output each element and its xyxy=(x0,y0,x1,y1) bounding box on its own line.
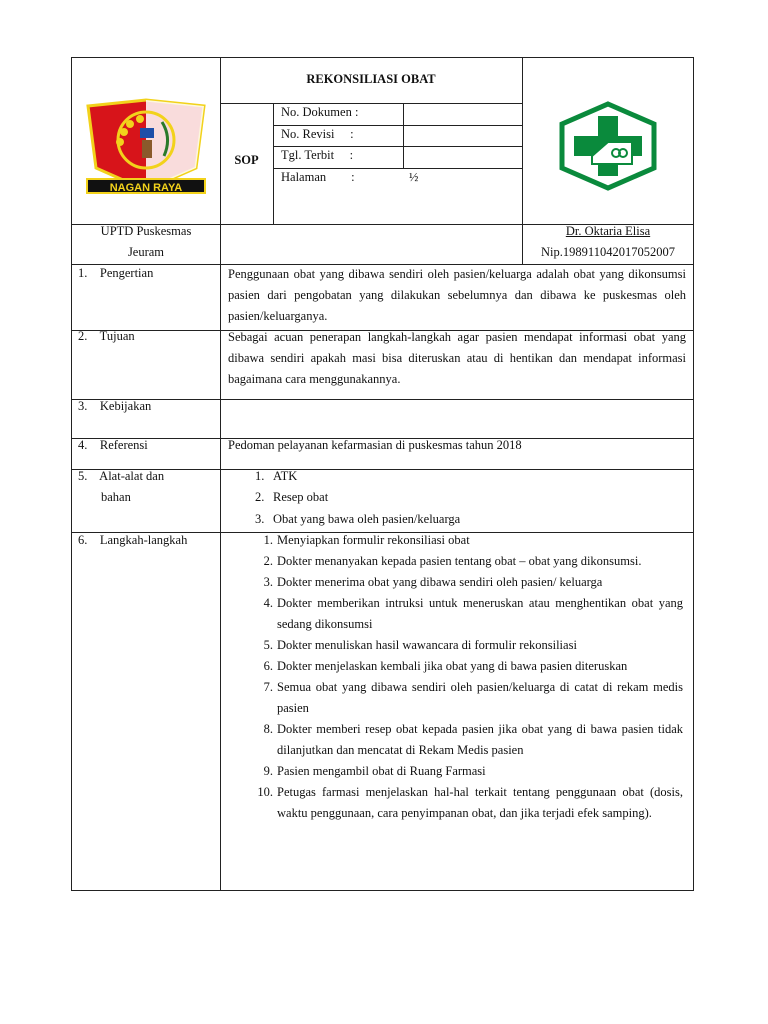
list-item xyxy=(263,719,683,761)
puskesmas-cross-icon xyxy=(556,100,660,192)
step-text: Menyiapkan formulir rekonsiliasi obat xyxy=(277,533,470,547)
step-text: Dokter memberikan intruksi untuk meneruskan atau menghentikan obat yang sedang dikonsumsi xyxy=(277,596,683,631)
alat-item: Resep obat xyxy=(273,490,329,504)
step-number: 8. xyxy=(263,722,273,736)
document-title: REKONSILIASI OBAT xyxy=(306,72,436,86)
list-item xyxy=(263,530,683,551)
list-item xyxy=(263,761,683,782)
alat-item-num: 3. xyxy=(255,512,265,526)
step-number: 10. xyxy=(257,785,273,799)
step-text: Dokter menanyakan kepada pasien tentang obat – obat yang dikonsumsi. xyxy=(277,554,642,568)
doc-number-label: No. Dokumen : xyxy=(281,105,359,119)
page-value: ½ xyxy=(409,170,419,184)
section-label-alat-line2: bahan xyxy=(101,490,131,504)
page-label: Halaman : xyxy=(281,170,355,184)
list-item xyxy=(263,677,683,719)
step-text: Pasien mengambil obat di Ruang Farmasi xyxy=(277,764,486,778)
list-item xyxy=(257,782,683,824)
section-text-pengertian: Penggunaan obat yang dibawa sendiri oleh pasien/keluarga adalah obat yang dikonsumsi pasien dari pengobatan yang dilakukan sebelumnya dan dibawa ke puskesmas oleh pasien/keluarganya. xyxy=(228,267,686,323)
step-text: Semua obat yang dibawa sendiri oleh pasien/keluarga di catat di rekam medis pasien xyxy=(277,680,683,715)
puskesmas-logo xyxy=(556,100,660,192)
list-item xyxy=(263,635,683,656)
list-item xyxy=(263,656,683,677)
section-label-pengertian: 1. Pengertian xyxy=(78,266,154,280)
sop-label: SOP xyxy=(234,153,259,167)
step-text: Petugas farmasi menjelaskan hal-hal terkait tentang penggunaan obat (dosis, waktu penggunaan, cara penyimpanan obat, dan jika terjadi efek samping). xyxy=(277,785,683,820)
section-text-tujuan: Sebagai acuan penerapan langkah-langkah agar pasien mendapat informasi obat yang dibawa sendiri apakah masi bisa diteruskan atau di hentikan dan mendapat informasi bagaimana cara menggunakannya. xyxy=(228,330,686,386)
signer-nip: Nip.198911042017052007 xyxy=(541,245,675,259)
section-label-referensi: 4. Referensi xyxy=(78,438,148,452)
alat-item: ATK xyxy=(273,469,298,483)
section-label-tujuan: 2. Tujuan xyxy=(78,329,135,343)
alat-item-num: 1. xyxy=(255,469,265,483)
list-item xyxy=(263,572,683,593)
revision-label: No. Revisi : xyxy=(281,127,354,141)
unit-name-line2: Jeuram xyxy=(127,245,165,259)
nagan-raya-logo xyxy=(84,98,208,198)
unit-name-line1: UPTD Puskesmas xyxy=(100,224,192,238)
step-number: 4. xyxy=(263,596,273,610)
alat-item: Obat yang bawa oleh pasien/keluarga xyxy=(273,512,461,526)
step-text: Dokter memberi resep obat kepada pasien jika obat yang di bawa pasien tidak dilanjutkan dan mencatat di Rekam Medis pasien xyxy=(277,722,683,757)
langkah-list xyxy=(257,530,683,824)
section-label-langkah: 6. Langkah-langkah xyxy=(78,533,188,547)
issue-date-label: Tgl. Terbit : xyxy=(281,148,354,162)
step-text: Dokter menjelaskan kembali jika obat yang di bawa pasien diteruskan xyxy=(277,659,628,673)
step-number: 5. xyxy=(263,638,273,652)
section-label-alat-line1: 5. Alat-alat dan xyxy=(78,469,165,483)
nagan-raya-banner: NAGAN RAYA xyxy=(86,178,206,194)
step-number: 6. xyxy=(263,659,273,673)
section-label-kebijakan: 3. Kebijakan xyxy=(78,399,152,413)
step-text: Dokter menerima obat yang dibawa sendiri oleh pasien/ keluarga xyxy=(277,575,603,589)
step-number: 1. xyxy=(263,533,273,547)
step-number: 2. xyxy=(263,554,273,568)
step-text: Dokter menuliskan hasil wawancara di formulir rekonsiliasi xyxy=(277,638,577,652)
step-number: 3. xyxy=(263,575,273,589)
list-item xyxy=(263,551,683,572)
step-number: 9. xyxy=(263,764,273,778)
signer-name: Dr. Oktaria Elisa xyxy=(565,224,651,238)
step-number: 7. xyxy=(263,680,273,694)
list-item xyxy=(263,593,683,635)
alat-item-num: 2. xyxy=(255,490,265,504)
section-text-referensi: Pedoman pelayanan kefarmasian di puskesmas tahun 2018 xyxy=(228,438,522,452)
